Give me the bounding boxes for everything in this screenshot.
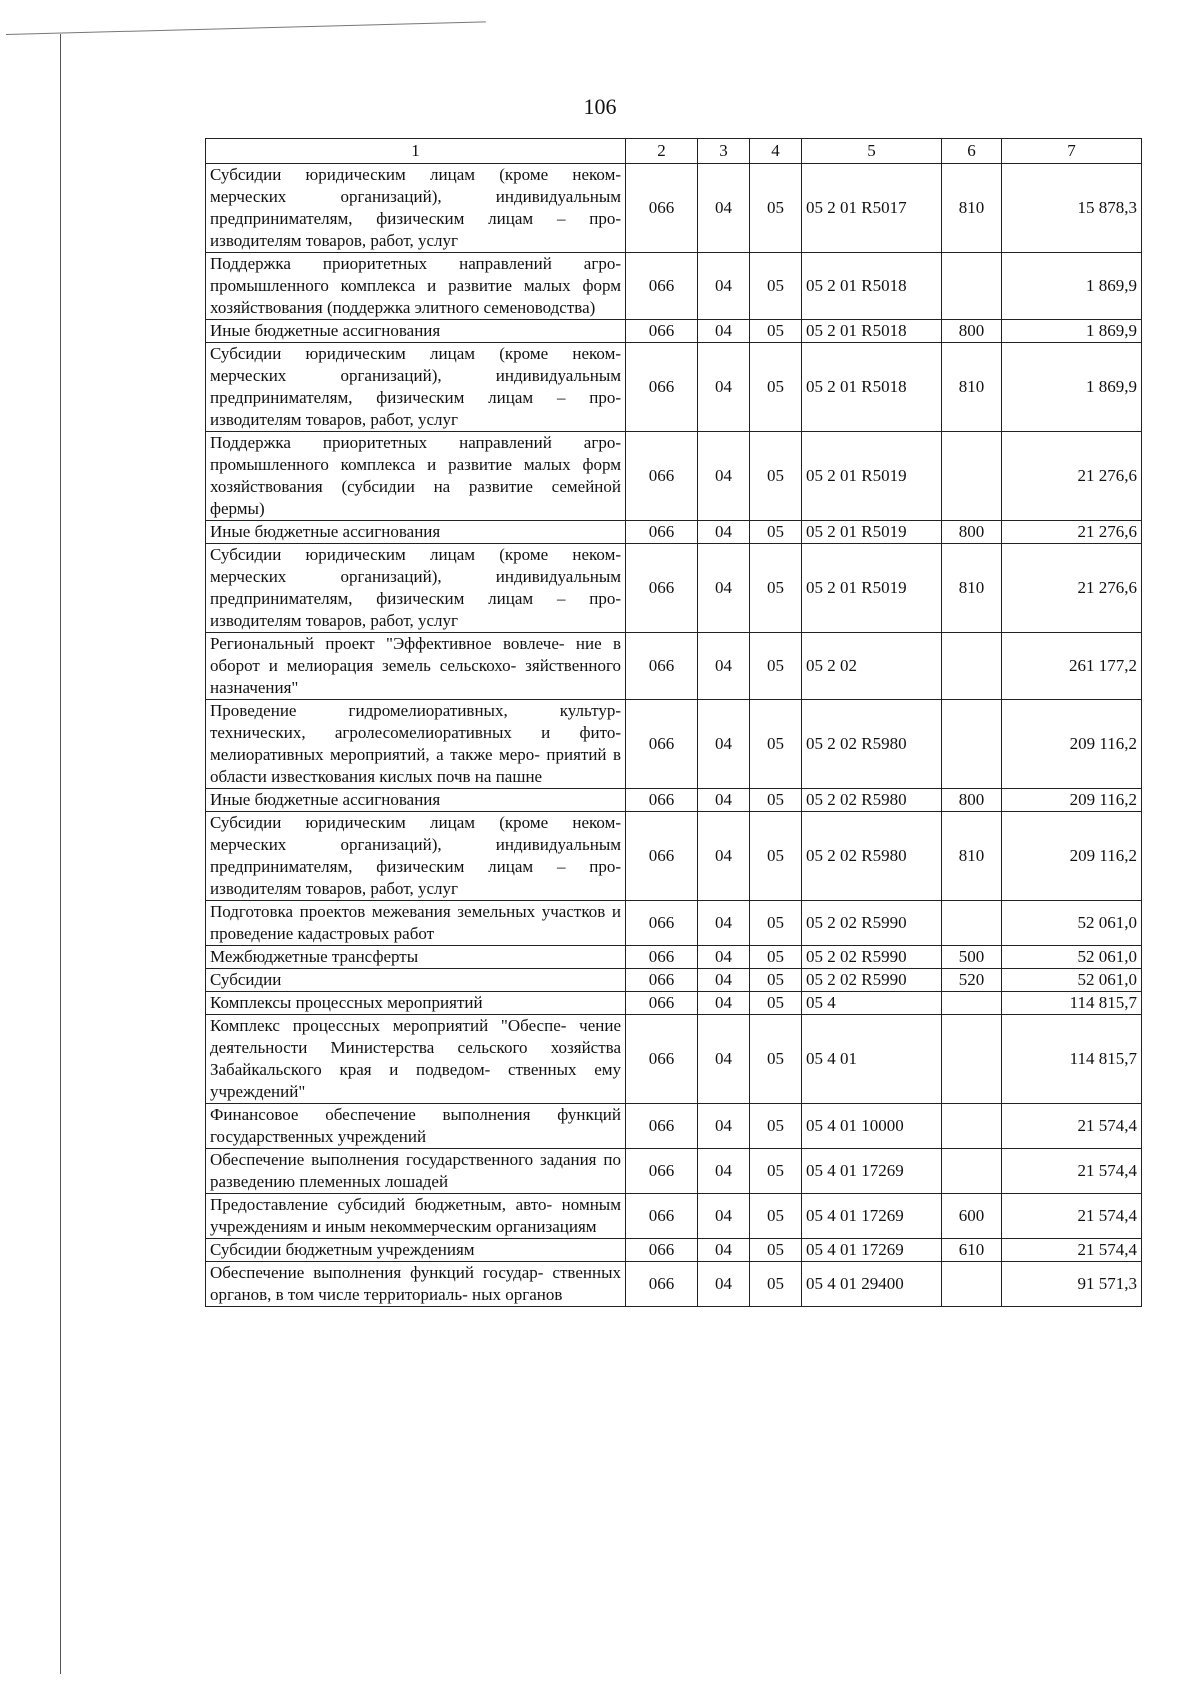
row-amount: 114 815,7 <box>1002 992 1142 1015</box>
row-description: Предоставление субсидий бюджетным, авто- номным учреждениям и иным некоммерческим организациям <box>206 1194 626 1239</box>
row-admin-code: 066 <box>626 253 698 320</box>
row-description: Субсидии <box>206 969 626 992</box>
row-admin-code: 066 <box>626 812 698 901</box>
row-target-code: 05 4 01 10000 <box>802 1104 942 1149</box>
row-expense-type: 810 <box>942 544 1002 633</box>
row-description: Иные бюджетные ассигнования <box>206 789 626 812</box>
row-description: Обеспечение выполнения функций государ- ственных органов, в том числе территориаль- ных органов <box>206 1262 626 1307</box>
row-admin-code: 066 <box>626 789 698 812</box>
table-row <box>206 1015 1142 1104</box>
row-target-code: 05 2 01 R5019 <box>802 432 942 521</box>
row-section: 04 <box>698 1015 750 1104</box>
row-amount: 1 869,9 <box>1002 320 1142 343</box>
row-subsection: 05 <box>750 320 802 343</box>
row-expense-type <box>942 633 1002 700</box>
row-subsection: 05 <box>750 901 802 946</box>
row-expense-type <box>942 1015 1002 1104</box>
row-target-code: 05 4 01 17269 <box>802 1239 942 1262</box>
page-edge-top <box>6 21 486 35</box>
row-description: Иные бюджетные ассигнования <box>206 320 626 343</box>
row-subsection: 05 <box>750 1104 802 1149</box>
row-description: Межбюджетные трансферты <box>206 946 626 969</box>
row-expense-type: 520 <box>942 969 1002 992</box>
row-target-code: 05 4 01 29400 <box>802 1262 942 1307</box>
table-row <box>206 432 1142 521</box>
row-section: 04 <box>698 320 750 343</box>
row-admin-code: 066 <box>626 432 698 521</box>
row-expense-type <box>942 253 1002 320</box>
row-section: 04 <box>698 812 750 901</box>
row-target-code: 05 2 02 R5990 <box>802 946 942 969</box>
row-target-code: 05 2 02 R5990 <box>802 969 942 992</box>
row-amount: 91 571,3 <box>1002 1262 1142 1307</box>
row-subsection: 05 <box>750 700 802 789</box>
row-amount: 209 116,2 <box>1002 812 1142 901</box>
row-admin-code: 066 <box>626 633 698 700</box>
row-expense-type: 800 <box>942 789 1002 812</box>
row-description: Региональный проект "Эффективное вовлече- ние в оборот и мелиорация земель сельскохо- зяйственного назначения" <box>206 633 626 700</box>
row-subsection: 05 <box>750 432 802 521</box>
row-description: Подготовка проектов межевания земельных участков и проведение кадастровых работ <box>206 901 626 946</box>
header-row <box>206 139 1142 164</box>
row-description: Комплекс процессных мероприятий "Обеспе- чение деятельности Министерства сельского хозяйства Забайкальского края и подведом- ственных ему учреждений" <box>206 1015 626 1104</box>
row-subsection: 05 <box>750 1149 802 1194</box>
row-admin-code: 066 <box>626 992 698 1015</box>
row-description: Иные бюджетные ассигнования <box>206 521 626 544</box>
row-section: 04 <box>698 700 750 789</box>
row-description: Комплексы процессных мероприятий <box>206 992 626 1015</box>
row-section: 04 <box>698 946 750 969</box>
row-amount: 209 116,2 <box>1002 700 1142 789</box>
table-row <box>206 992 1142 1015</box>
row-target-code: 05 4 <box>802 992 942 1015</box>
row-subsection: 05 <box>750 992 802 1015</box>
table-row <box>206 633 1142 700</box>
row-amount: 1 869,9 <box>1002 343 1142 432</box>
row-subsection: 05 <box>750 1239 802 1262</box>
row-target-code: 05 2 01 R5018 <box>802 343 942 432</box>
table-row <box>206 544 1142 633</box>
row-target-code: 05 2 02 R5990 <box>802 901 942 946</box>
row-description: Субсидии бюджетным учреждениям <box>206 1239 626 1262</box>
row-expense-type <box>942 432 1002 521</box>
row-section: 04 <box>698 1239 750 1262</box>
row-amount: 52 061,0 <box>1002 969 1142 992</box>
row-admin-code: 066 <box>626 1194 698 1239</box>
table-row <box>206 1194 1142 1239</box>
row-amount: 21 574,4 <box>1002 1104 1142 1149</box>
row-section: 04 <box>698 544 750 633</box>
row-admin-code: 066 <box>626 544 698 633</box>
table-row <box>206 320 1142 343</box>
table-row <box>206 969 1142 992</box>
budget-table <box>205 138 1142 1307</box>
row-subsection: 05 <box>750 633 802 700</box>
row-section: 04 <box>698 789 750 812</box>
row-admin-code: 066 <box>626 946 698 969</box>
row-section: 04 <box>698 901 750 946</box>
row-admin-code: 066 <box>626 343 698 432</box>
row-target-code: 05 2 02 R5980 <box>802 812 942 901</box>
row-target-code: 05 2 01 R5017 <box>802 164 942 253</box>
table-row <box>206 789 1142 812</box>
row-description: Субсидии юридическим лицам (кроме неком- мерческих организаций), индивидуальным предпринимателям, физическим лицам – про- изводителям товаров, работ, услуг <box>206 812 626 901</box>
row-amount: 21 574,4 <box>1002 1194 1142 1239</box>
row-expense-type: 810 <box>942 164 1002 253</box>
row-subsection: 05 <box>750 521 802 544</box>
row-subsection: 05 <box>750 1015 802 1104</box>
row-subsection: 05 <box>750 164 802 253</box>
page-number: 106 <box>583 94 617 119</box>
row-admin-code: 066 <box>626 1262 698 1307</box>
column-header: 5 <box>802 139 942 164</box>
table-row <box>206 521 1142 544</box>
row-amount: 1 869,9 <box>1002 253 1142 320</box>
row-expense-type <box>942 992 1002 1015</box>
row-admin-code: 066 <box>626 1015 698 1104</box>
row-section: 04 <box>698 992 750 1015</box>
row-subsection: 05 <box>750 253 802 320</box>
table-row <box>206 1149 1142 1194</box>
row-target-code: 05 2 01 R5019 <box>802 521 942 544</box>
table-row <box>206 164 1142 253</box>
row-description: Проведение гидромелиоративных, культур- технических, агролесомелиоративных и фито- мелиоративных мероприятий, а также меро- приятий в области известкования кислых почв на пашне <box>206 700 626 789</box>
row-subsection: 05 <box>750 1194 802 1239</box>
row-section: 04 <box>698 1262 750 1307</box>
row-amount: 15 878,3 <box>1002 164 1142 253</box>
row-target-code: 05 4 01 <box>802 1015 942 1104</box>
table-row <box>206 946 1142 969</box>
row-target-code: 05 2 01 R5018 <box>802 320 942 343</box>
row-section: 04 <box>698 432 750 521</box>
row-admin-code: 066 <box>626 521 698 544</box>
row-target-code: 05 2 01 R5019 <box>802 544 942 633</box>
row-section: 04 <box>698 633 750 700</box>
row-amount: 21 276,6 <box>1002 432 1142 521</box>
row-expense-type <box>942 700 1002 789</box>
table-row <box>206 343 1142 432</box>
column-header: 3 <box>698 139 750 164</box>
row-amount: 52 061,0 <box>1002 946 1142 969</box>
row-section: 04 <box>698 253 750 320</box>
table-row <box>206 1104 1142 1149</box>
table-row <box>206 700 1142 789</box>
row-target-code: 05 4 01 17269 <box>802 1194 942 1239</box>
table-row <box>206 253 1142 320</box>
row-subsection: 05 <box>750 969 802 992</box>
row-description: Финансовое обеспечение выполнения функций государственных учреждений <box>206 1104 626 1149</box>
row-expense-type: 810 <box>942 343 1002 432</box>
row-expense-type <box>942 1104 1002 1149</box>
row-target-code: 05 2 01 R5018 <box>802 253 942 320</box>
row-admin-code: 066 <box>626 1104 698 1149</box>
row-expense-type: 800 <box>942 521 1002 544</box>
row-amount: 209 116,2 <box>1002 789 1142 812</box>
row-amount: 21 276,6 <box>1002 521 1142 544</box>
column-header: 1 <box>206 139 626 164</box>
row-amount: 21 574,4 <box>1002 1149 1142 1194</box>
row-subsection: 05 <box>750 1262 802 1307</box>
row-admin-code: 066 <box>626 700 698 789</box>
table-row <box>206 812 1142 901</box>
row-subsection: 05 <box>750 544 802 633</box>
row-amount: 52 061,0 <box>1002 901 1142 946</box>
row-description: Субсидии юридическим лицам (кроме неком- мерческих организаций), индивидуальным предпринимателям, физическим лицам – про- изводителям товаров, работ, услуг <box>206 544 626 633</box>
row-amount: 21 574,4 <box>1002 1239 1142 1262</box>
table-row <box>206 901 1142 946</box>
row-description: Поддержка приоритетных направлений агро- промышленного комплекса и развитие малых форм хозяйствования (поддержка элитного семеноводства) <box>206 253 626 320</box>
row-description: Субсидии юридическим лицам (кроме неком- мерческих организаций), индивидуальным предпринимателям, физическим лицам – про- изводителям товаров, работ, услуг <box>206 164 626 253</box>
row-expense-type <box>942 901 1002 946</box>
row-section: 04 <box>698 1149 750 1194</box>
row-admin-code: 066 <box>626 1239 698 1262</box>
column-header: 6 <box>942 139 1002 164</box>
row-subsection: 05 <box>750 812 802 901</box>
row-expense-type: 600 <box>942 1194 1002 1239</box>
row-section: 04 <box>698 164 750 253</box>
row-section: 04 <box>698 521 750 544</box>
row-target-code: 05 2 02 R5980 <box>802 700 942 789</box>
table-row <box>206 1262 1142 1307</box>
table-row <box>206 1239 1142 1262</box>
row-subsection: 05 <box>750 789 802 812</box>
row-subsection: 05 <box>750 946 802 969</box>
row-amount: 21 276,6 <box>1002 544 1142 633</box>
row-description: Обеспечение выполнения государственного задания по разведению племенных лошадей <box>206 1149 626 1194</box>
row-section: 04 <box>698 1194 750 1239</box>
row-target-code: 05 2 02 <box>802 633 942 700</box>
row-section: 04 <box>698 1104 750 1149</box>
column-header: 2 <box>626 139 698 164</box>
page-edge-left <box>60 34 61 1674</box>
column-header: 4 <box>750 139 802 164</box>
row-admin-code: 066 <box>626 969 698 992</box>
row-admin-code: 066 <box>626 1149 698 1194</box>
row-description: Субсидии юридическим лицам (кроме неком- мерческих организаций), индивидуальным предпринимателям, физическим лицам – про- изводителям товаров, работ, услуг <box>206 343 626 432</box>
row-amount: 114 815,7 <box>1002 1015 1142 1104</box>
row-expense-type: 610 <box>942 1239 1002 1262</box>
row-description: Поддержка приоритетных направлений агро- промышленного комплекса и развитие малых форм хозяйствования (субсидии на развитие семейной фермы) <box>206 432 626 521</box>
row-expense-type <box>942 1262 1002 1307</box>
row-admin-code: 066 <box>626 901 698 946</box>
column-header: 7 <box>1002 139 1142 164</box>
row-expense-type: 800 <box>942 320 1002 343</box>
row-subsection: 05 <box>750 343 802 432</box>
row-target-code: 05 4 01 17269 <box>802 1149 942 1194</box>
row-admin-code: 066 <box>626 320 698 343</box>
row-admin-code: 066 <box>626 164 698 253</box>
row-amount: 261 177,2 <box>1002 633 1142 700</box>
row-expense-type: 500 <box>942 946 1002 969</box>
row-target-code: 05 2 02 R5980 <box>802 789 942 812</box>
row-section: 04 <box>698 969 750 992</box>
row-expense-type <box>942 1149 1002 1194</box>
row-section: 04 <box>698 343 750 432</box>
row-expense-type: 810 <box>942 812 1002 901</box>
